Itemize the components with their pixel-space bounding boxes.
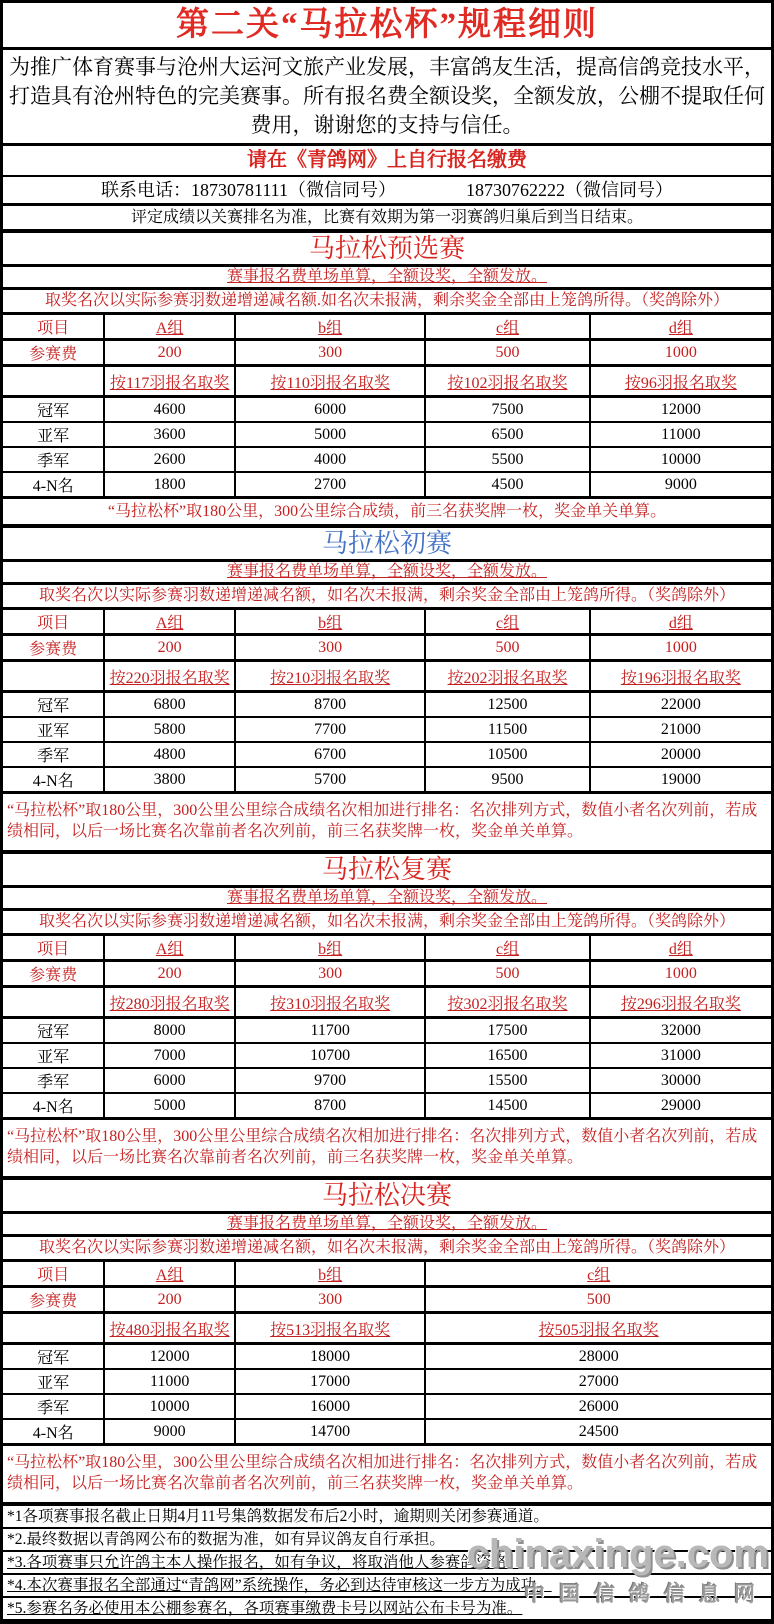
qualifier-cell: 按280羽报名取奖 [104,987,235,1018]
prize-cell: 8700 [235,1093,425,1117]
group-header-cell: b组 [235,1262,425,1287]
prize-cell: 9700 [235,1068,425,1093]
table-row [3,987,771,1018]
prize-cell: 12000 [590,397,771,423]
table-row [3,1043,771,1068]
prize-cell: 5700 [235,767,425,791]
prize-cell: 20000 [590,742,771,767]
prize-cell: 11500 [425,717,589,742]
prize-cell: 28000 [425,1344,771,1370]
row-label-cell: 季军 [3,1394,104,1419]
group-header-cell: d组 [590,315,771,340]
row-label-cell: 亚军 [3,1369,104,1394]
fee-cell: 300 [235,1287,425,1313]
fee-cell: 1000 [590,961,771,987]
section-footnote: “马拉松杯”取180公里，300公里综合成绩，前三名获奖牌一枚，奖金单关单算。 [3,496,771,528]
prize-cell: 5500 [425,447,589,472]
prize-rule-note: 取奖名次以实际参赛羽数递增递减名额，如名次未报满，剩余奖金全部由上笼鸽所得。（奖鸽除外） [3,1237,771,1262]
fee-label-cell: 参赛费 [3,961,104,987]
item-header-cell: 项目 [3,1262,104,1287]
row-label-cell: 4-N名 [3,767,104,791]
group-header-cell: c组 [425,610,589,635]
group-header-cell: A组 [104,315,235,340]
qualifier-cell: 按202羽报名取奖 [425,661,589,692]
footer-note-2: *2.最终数据以青鸽网公布的数据为准，如有异议鸽友自行承担。 [3,1529,771,1552]
row-label-cell: 亚军 [3,422,104,447]
contact-line [3,177,771,206]
qualifier-cell: 按480羽报名取奖 [104,1313,235,1344]
qualifier-cell: 按296羽报名取奖 [590,987,771,1018]
empty-cell [3,366,104,397]
empty-cell [3,987,104,1018]
fee-cell: 200 [104,1287,235,1313]
section-footnote: “马拉松杯”取180公里，300公里公里综合成绩名次相加进行排名：名次排列方式，数值小者名次列前，若成绩相同，以后一场比赛名次靠前者名次列前，前三名获奖牌一枚，奖金单关单算。 [3,791,771,854]
table-row [3,635,771,661]
row-label-cell: 冠军 [3,1018,104,1044]
table-row [3,661,771,692]
intro-paragraph: 为推广体育赛事与沧州大运河文旅产业发展，丰富鸽友生活，提高信鸽竞技水平，打造具有沧州特色的完美赛事。所有报名费全额设奖，全额发放，公棚不提取任何费用，谢谢您的支持与信任。 [3,50,771,146]
prize-cell: 32000 [590,1018,771,1044]
empty-cell [3,661,104,692]
row-label-cell: 冠军 [3,397,104,423]
prize-cell: 6700 [235,742,425,767]
footer-note-5: *5.参赛名务必使用本公棚参赛名，各项赛事缴费卡号以网站公布卡号为准。 [3,1598,771,1621]
prize-cell: 8700 [235,692,425,718]
qualifier-cell: 按196羽报名取奖 [590,661,771,692]
table-row [3,1344,771,1370]
table-row [3,447,771,472]
row-label-cell: 4-N名 [3,1419,104,1443]
qualifier-cell: 按110羽报名取奖 [235,366,425,397]
fee-cell: 1000 [590,635,771,661]
scoring-note: 评定成绩以关赛排名为准，比赛有效期为第一羽赛鸽归巢后到当日结束。 [3,206,771,233]
prize-cell: 21000 [590,717,771,742]
prize-cell: 26000 [425,1394,771,1419]
signup-notice: 请在《青鸽网》上自行报名缴费 [3,146,771,177]
prize-cell: 6000 [235,397,425,423]
contact-phone-1: 18730781111（微信同号） [191,180,396,200]
fee-cell: 500 [425,961,589,987]
section-final [3,1180,771,1506]
prize-cell: 10000 [104,1394,235,1419]
prize-cell: 7500 [425,397,589,423]
fee-note: 赛事报名费单场单算，全额设奖，全额发放。 [3,1214,771,1237]
group-header-cell: b组 [235,315,425,340]
table-row [3,1369,771,1394]
prize-cell: 24500 [425,1419,771,1443]
qualifier-cell: 按513羽报名取奖 [235,1313,425,1344]
section-title: 马拉松初赛 [3,528,771,562]
prize-cell: 17500 [425,1018,589,1044]
qualifier-cell: 按302羽报名取奖 [425,987,589,1018]
footer-note-3: *3.各项赛事只允许鸽主本人操作报名，如有争议，将取消他人参赛鸽资格。 [3,1552,771,1575]
prize-cell: 12500 [425,692,589,718]
prize-cell: 17000 [235,1369,425,1394]
group-header-cell: c组 [425,315,589,340]
row-label-cell: 亚军 [3,1043,104,1068]
row-label-cell: 4-N名 [3,1093,104,1117]
fee-cell: 500 [425,1287,771,1313]
section-second-round [3,854,771,1180]
group-header-cell: c组 [425,1262,771,1287]
table-row [3,1394,771,1419]
fee-cell: 200 [104,635,235,661]
row-label-cell: 季军 [3,742,104,767]
group-header-cell: d组 [590,610,771,635]
prize-cell: 8000 [104,1018,235,1044]
fee-cell: 500 [425,635,589,661]
footer-note-1: *1各项赛事报名截止日期4月11号集鸽数据发布后2小时，逾期则关闭参赛通道。 [3,1506,771,1529]
section-title: 马拉松复赛 [3,854,771,888]
prize-cell: 11000 [590,422,771,447]
prize-cell: 10500 [425,742,589,767]
qualifier-cell: 按220羽报名取奖 [104,661,235,692]
group-header-cell: b组 [235,936,425,961]
prize-table [3,315,771,496]
prize-cell: 9500 [425,767,589,791]
section-footnote: “马拉松杯”取180公里，300公里公里综合成绩名次相加进行排名：名次排列方式，数值小者名次列前，若成绩相同，以后一场比赛名次靠前者名次列前，前三名获奖牌一枚，奖金单关单算。 [3,1443,771,1506]
prize-cell: 29000 [590,1093,771,1117]
prize-rule-note: 取奖名次以实际参赛羽数递增递减名额，如名次未报满，剩余奖金全部由上笼鸽所得。（奖鸽除外） [3,911,771,936]
prize-cell: 3600 [104,422,235,447]
prize-table [3,936,771,1117]
row-label-cell: 季军 [3,1068,104,1093]
section-title: 马拉松决赛 [3,1180,771,1214]
table-row [3,1093,771,1117]
fee-cell: 500 [425,340,589,366]
table-row [3,692,771,718]
prize-cell: 27000 [425,1369,771,1394]
prize-cell: 6000 [104,1068,235,1093]
table-row [3,1419,771,1443]
table-row [3,340,771,366]
fee-label-cell: 参赛费 [3,1287,104,1313]
prize-cell: 1800 [104,472,235,496]
prize-cell: 6500 [425,422,589,447]
section-preliminary [3,233,771,528]
table-row [3,315,771,340]
prize-cell: 11700 [235,1018,425,1044]
footer-notes [3,1506,771,1621]
contact-label: 联系电话： [101,180,191,200]
prize-table [3,610,771,791]
table-row [3,610,771,635]
prize-cell: 4600 [104,397,235,423]
table-row [3,742,771,767]
table-row [3,366,771,397]
fee-note: 赛事报名费单场单算，全额设奖，全额发放。 [3,267,771,290]
fee-cell: 300 [235,635,425,661]
prize-cell: 5000 [104,1093,235,1117]
table-row [3,472,771,496]
prize-cell: 9000 [104,1419,235,1443]
prize-cell: 16500 [425,1043,589,1068]
prize-cell: 19000 [590,767,771,791]
prize-cell: 11000 [104,1369,235,1394]
prize-cell: 4500 [425,472,589,496]
table-row [3,1018,771,1044]
fee-note: 赛事报名费单场单算，全额设奖，全额发放。 [3,562,771,585]
prize-cell: 6800 [104,692,235,718]
prize-cell: 9000 [590,472,771,496]
row-label-cell: 季军 [3,447,104,472]
group-header-cell: d组 [590,936,771,961]
group-header-cell: c组 [425,936,589,961]
item-header-cell: 项目 [3,610,104,635]
prize-cell: 4800 [104,742,235,767]
item-header-cell: 项目 [3,936,104,961]
group-header-cell: A组 [104,1262,235,1287]
contact-spacer [396,177,466,203]
footer-note-4: *4.本次赛事报名全部通过“青鸽网”系统操作，务必到达待审核这一步方为成功。 [3,1575,771,1598]
prize-cell: 2600 [104,447,235,472]
group-header-cell: A组 [104,936,235,961]
fee-label-cell: 参赛费 [3,635,104,661]
fee-note: 赛事报名费单场单算，全额设奖，全额发放。 [3,888,771,911]
watermark-domain-text: chinaxinge.com [466,1532,769,1576]
table-row [3,767,771,791]
prize-cell: 14700 [235,1419,425,1443]
page-title: 第二关“马拉松杯”规程细则 [3,3,771,50]
qualifier-cell: 按505羽报名取奖 [425,1313,771,1344]
table-row [3,961,771,987]
prize-cell: 5000 [235,422,425,447]
fee-cell: 200 [104,340,235,366]
prize-cell: 7000 [104,1043,235,1068]
group-header-cell: b组 [235,610,425,635]
table-row [3,936,771,961]
table-row [3,1287,771,1313]
row-label-cell: 4-N名 [3,472,104,496]
watermark-site-name: 中国信鸽信息网 [524,1582,769,1606]
row-label-cell: 冠军 [3,692,104,718]
fee-cell: 1000 [590,340,771,366]
section-title: 马拉松预选赛 [3,233,771,267]
prize-cell: 18000 [235,1344,425,1370]
qualifier-cell: 按96羽报名取奖 [590,366,771,397]
prize-table [3,1262,771,1443]
prize-cell: 3800 [104,767,235,791]
table-row [3,422,771,447]
prize-rule-note: 取奖名次以实际参赛羽数递增递减名额，如名次未报满，剩余奖金全部由上笼鸽所得。（奖鸽除外） [3,585,771,610]
prize-cell: 15500 [425,1068,589,1093]
prize-cell: 31000 [590,1043,771,1068]
qualifier-cell: 按310羽报名取奖 [235,987,425,1018]
table-row [3,1262,771,1287]
empty-cell [3,1313,104,1344]
prize-rule-note: 取奖名次以实际参赛羽数递增递减名额.如名次未报满，剩余奖金全部由上笼鸽所得。（奖鸽除外） [3,290,771,315]
qualifier-cell: 按102羽报名取奖 [425,366,589,397]
prize-cell: 7700 [235,717,425,742]
item-header-cell: 项目 [3,315,104,340]
prize-cell: 2700 [235,472,425,496]
prize-cell: 30000 [590,1068,771,1093]
group-header-cell: A组 [104,610,235,635]
section-footnote: “马拉松杯”取180公里，300公里公里综合成绩名次相加进行排名：名次排列方式，数值小者名次列前，若成绩相同，以后一场比赛名次靠前者名次列前，前三名获奖牌一枚，奖金单关单算。 [3,1117,771,1180]
prize-cell: 12000 [104,1344,235,1370]
qualifier-cell: 按117羽报名取奖 [104,366,235,397]
prize-cell: 5800 [104,717,235,742]
table-row [3,1313,771,1344]
prize-cell: 10000 [590,447,771,472]
row-label-cell: 冠军 [3,1344,104,1370]
prize-cell: 16000 [235,1394,425,1419]
qualifier-cell: 按210羽报名取奖 [235,661,425,692]
table-row [3,1068,771,1093]
section-first-round [3,528,771,854]
table-row [3,717,771,742]
row-label-cell: 亚军 [3,717,104,742]
fee-cell: 200 [104,961,235,987]
prize-cell: 22000 [590,692,771,718]
prize-cell: 10700 [235,1043,425,1068]
prize-cell: 4000 [235,447,425,472]
contact-phone-2: 18730762222（微信同号） [466,180,673,200]
table-row [3,397,771,423]
prize-cell: 14500 [425,1093,589,1117]
fee-label-cell: 参赛费 [3,340,104,366]
fee-cell: 300 [235,340,425,366]
fee-cell: 300 [235,961,425,987]
